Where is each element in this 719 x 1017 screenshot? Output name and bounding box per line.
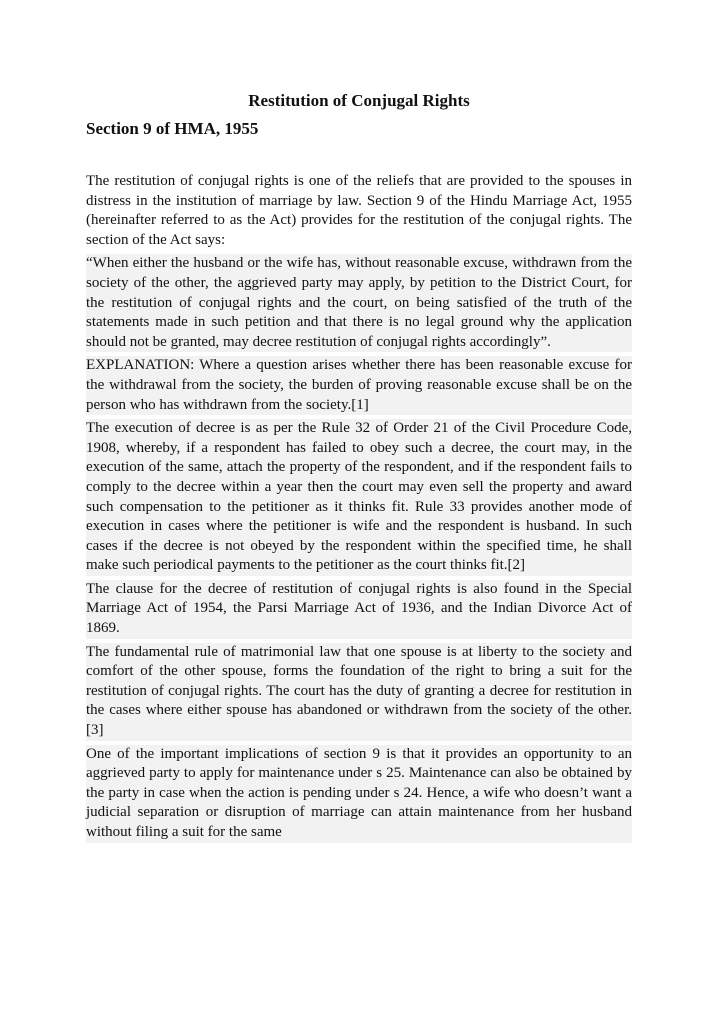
section-heading: Section 9 of HMA, 1955 (86, 119, 259, 138)
paragraph-implications: One of the important implications of section 9 is that it provides an opportunity to an aggrieved party to apply for maintenance under s 25. Maintenance can also be obtained by the party in case when the action is pending under s 24. Hence, a wife who doesn’t want a judicial separation or disruption of marriage can attain maintenance from her husband without filing a suit for the same (86, 745, 632, 843)
paragraph-fundamental-rule: The fundamental rule of matrimonial law that one spouse is at liberty to the society and comfort of the other spouse, forms the foundation of the right to bring a suit for the restitution of conjugal rights. The court has the duty of granting a decree for restitution in the cases where either spouse has abandoned or withdrawn from the society of the other.[3] (86, 643, 632, 741)
paragraph-explanation: EXPLANATION: Where a question arises whether there has been reasonable excuse for the withdrawal from the society, the burden of proving reasonable excuse shall be on the person who has withdrawn from the society.[1] (86, 356, 632, 415)
paragraph-other-acts: The clause for the decree of restitution of conjugal rights is also found in the Special Marriage Act of 1954, the Parsi Marriage Act of 1936, and the Indian Divorce Act of 1869. (86, 580, 632, 639)
paragraph-execution: The execution of decree is as per the Rule 32 of Order 21 of the Civil Procedure Code, 1908, whereby, if a respondent has failed to obey such a decree, the court may, in the execution of the same, attach the property of the respondent, and if the respondent fails to comply to the decree within a year then the court may even sell the property and award such compensation to the petitioner as it thinks fit. Rule 33 provides another mode of execution in cases where the petitioner is wife and the respondent is husband. In such cases if the decree is not obeyed by the respondent within the specified time, he shall make such periodical payments to the petitioner as the court thinks fit.[2] (86, 419, 632, 576)
paragraph-intro: The restitution of conjugal rights is one of the reliefs that are provided to the spouses in distress in the institution of marriage by law. Section 9 of the Hindu Marriage Act, 1955 (hereinafter referred to as the Act) provides for the restitution of the conjugal rights. The section of the Act says: (86, 173, 632, 248)
document-title: Restitution of Conjugal Rights (248, 91, 470, 110)
paragraph-quote: “When either the husband or the wife has, without reasonable excuse, withdrawn from the society of the other, the aggrieved party may apply, by petition to the District Court, for the restitution of conjugal rights and the court, on being satisfied of the truth of the statements made in such petition and that there is no legal ground why the application should not be granted, may decree restitution of conjugal rights accordingly”. (86, 254, 632, 352)
document-page (86, 90, 632, 843)
